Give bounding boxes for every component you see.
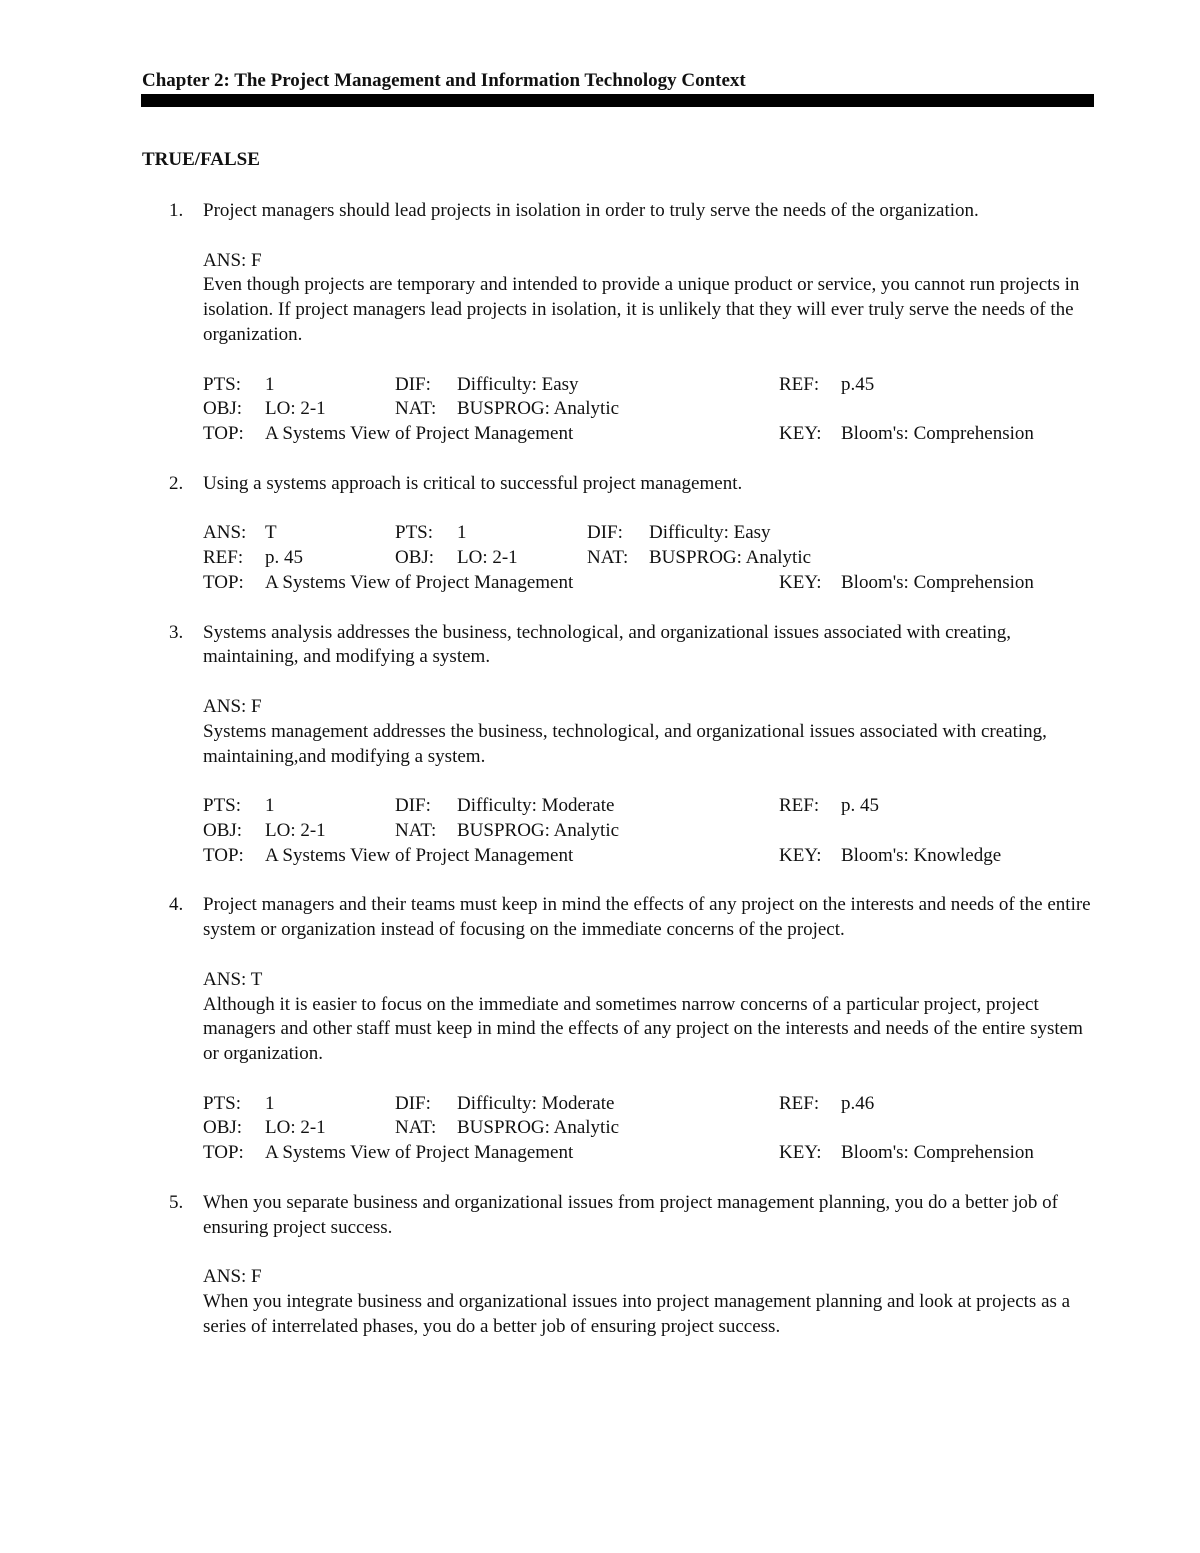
pts-label: PTS:	[395, 522, 434, 544]
obj-label: OBJ:	[395, 547, 435, 569]
ref-value: p. 45	[841, 795, 879, 817]
ref-label: REF:	[779, 1092, 820, 1114]
nat-value: BUSPROG: Analytic	[457, 1117, 620, 1139]
key-label: KEY:	[779, 571, 822, 593]
dif-label: DIF:	[395, 795, 431, 817]
dif-label: DIF:	[395, 1092, 431, 1114]
question-metadata	[203, 1092, 1102, 1166]
ref-value: p. 45	[265, 547, 303, 569]
ref-label: REF:	[203, 547, 244, 569]
pts-label: PTS:	[203, 1092, 242, 1114]
dif-value: Difficulty: Easy	[457, 373, 579, 395]
ref-value: p.45	[841, 373, 875, 395]
answer: ANS: F	[203, 1266, 262, 1288]
obj-value: LO: 2-1	[457, 547, 518, 569]
top-value: A Systems View of Project Management	[265, 844, 574, 866]
answer: ANS: F	[203, 695, 262, 717]
title-rule	[141, 94, 1094, 107]
answer-explanation: Systems management addresses the business, technological, and organizational issues associated with creating, maintaining,and modifying a system.	[203, 720, 1047, 767]
pts-label: PTS:	[203, 373, 242, 395]
key-label: KEY:	[779, 844, 822, 866]
pts-value: 1	[265, 1092, 275, 1114]
dif-value: Difficulty: Easy	[649, 522, 771, 544]
key-value: Bloom's: Comprehension	[841, 571, 1034, 593]
obj-value: LO: 2-1	[265, 398, 326, 420]
key-value: Bloom's: Comprehension	[841, 1142, 1034, 1164]
ans-label: ANS:	[203, 522, 247, 544]
nat-label: NAT:	[395, 398, 437, 420]
top-label: TOP:	[203, 571, 244, 593]
question-metadata	[203, 794, 1102, 868]
key-label: KEY:	[779, 423, 822, 445]
top-value: A Systems View of Project Management	[265, 571, 574, 593]
question-text: Using a systems approach is critical to successful project management.	[203, 472, 743, 494]
question-number: 1.	[169, 200, 184, 221]
nat-label: NAT:	[587, 547, 629, 569]
dif-label: DIF:	[587, 522, 623, 544]
key-value: Bloom's: Knowledge	[841, 844, 1002, 866]
obj-value: LO: 2-1	[265, 1117, 326, 1139]
answer-explanation: Even though projects are temporary and intended to provide a unique product or service, you cannot run projects in isolation. If project managers lead projects in isolation, it is unlikely that they will ever truly serve the needs of the organization.	[203, 274, 1080, 345]
nat-label: NAT:	[395, 1117, 437, 1139]
top-value: A Systems View of Project Management	[265, 1142, 574, 1164]
nat-value: BUSPROG: Analytic	[457, 398, 620, 420]
question-text: When you separate business and organizational issues from project management planning, you do a better job of ensuring project success.	[203, 1191, 1058, 1238]
pts-value: 1	[265, 795, 275, 817]
obj-value: LO: 2-1	[265, 819, 326, 841]
obj-label: OBJ:	[203, 819, 243, 841]
question-item	[142, 621, 1102, 869]
question-item	[142, 472, 1102, 596]
question-item	[142, 893, 1102, 1166]
question-number: 3.	[169, 621, 184, 643]
question-text: Project managers and their teams must keep in mind the effects of any project on the interests and needs of the entire system or organization instead of focusing on the immediate concerns of the project.	[203, 894, 1091, 941]
nat-value: BUSPROG: Analytic	[649, 547, 812, 569]
dif-label: DIF:	[395, 373, 431, 395]
top-value: A Systems View of Project Management	[265, 423, 574, 445]
dif-value: Difficulty: Moderate	[457, 795, 615, 817]
ref-label: REF:	[779, 795, 820, 817]
ref-label: REF:	[779, 373, 820, 395]
question-metadata	[203, 521, 1102, 595]
ref-value: p.46	[841, 1092, 875, 1114]
obj-label: OBJ:	[203, 1117, 243, 1139]
obj-label: OBJ:	[203, 398, 243, 420]
answer: ANS: T	[203, 968, 263, 990]
question-item	[142, 199, 1102, 447]
section-heading: TRUE/FALSE	[142, 149, 260, 170]
question-number: 4.	[169, 894, 184, 916]
nat-value: BUSPROG: Analytic	[457, 819, 620, 841]
question-number: 2.	[169, 472, 184, 494]
top-label: TOP:	[203, 423, 244, 445]
question-text: Systems analysis addresses the business, technological, and organizational issues associated with creating, maintaining, and modifying a system.	[203, 621, 1012, 668]
chapter-title: Chapter 2: The Project Management and Information Technology Context	[142, 70, 746, 91]
nat-label: NAT:	[395, 819, 437, 841]
question-metadata	[203, 373, 1102, 447]
question-list	[142, 199, 1102, 1364]
pts-value: 1	[265, 373, 275, 395]
dif-value: Difficulty: Moderate	[457, 1092, 615, 1114]
question-text: Project managers should lead projects in isolation in order to truly serve the needs of the organization.	[203, 200, 979, 221]
answer-explanation: When you integrate business and organizational issues into project management planning and look at projects as a series of interrelated phases, you do a better job of ensuring project success.	[203, 1291, 1071, 1337]
key-label: KEY:	[779, 1142, 822, 1164]
key-value: Bloom's: Comprehension	[841, 423, 1034, 445]
ans-value: T	[265, 522, 277, 544]
question-number: 5.	[169, 1191, 184, 1213]
question-item	[142, 1191, 1102, 1340]
answer: ANS: F	[203, 249, 262, 271]
top-label: TOP:	[203, 844, 244, 866]
pts-value: 1	[457, 522, 467, 544]
answer-explanation: Although it is easier to focus on the immediate and sometimes narrow concerns of a particular project, project managers and other staff must keep in mind the effects of any project on the interests and needs of the entire system or organization.	[203, 993, 1083, 1065]
pts-label: PTS:	[203, 795, 242, 817]
top-label: TOP:	[203, 1142, 244, 1164]
